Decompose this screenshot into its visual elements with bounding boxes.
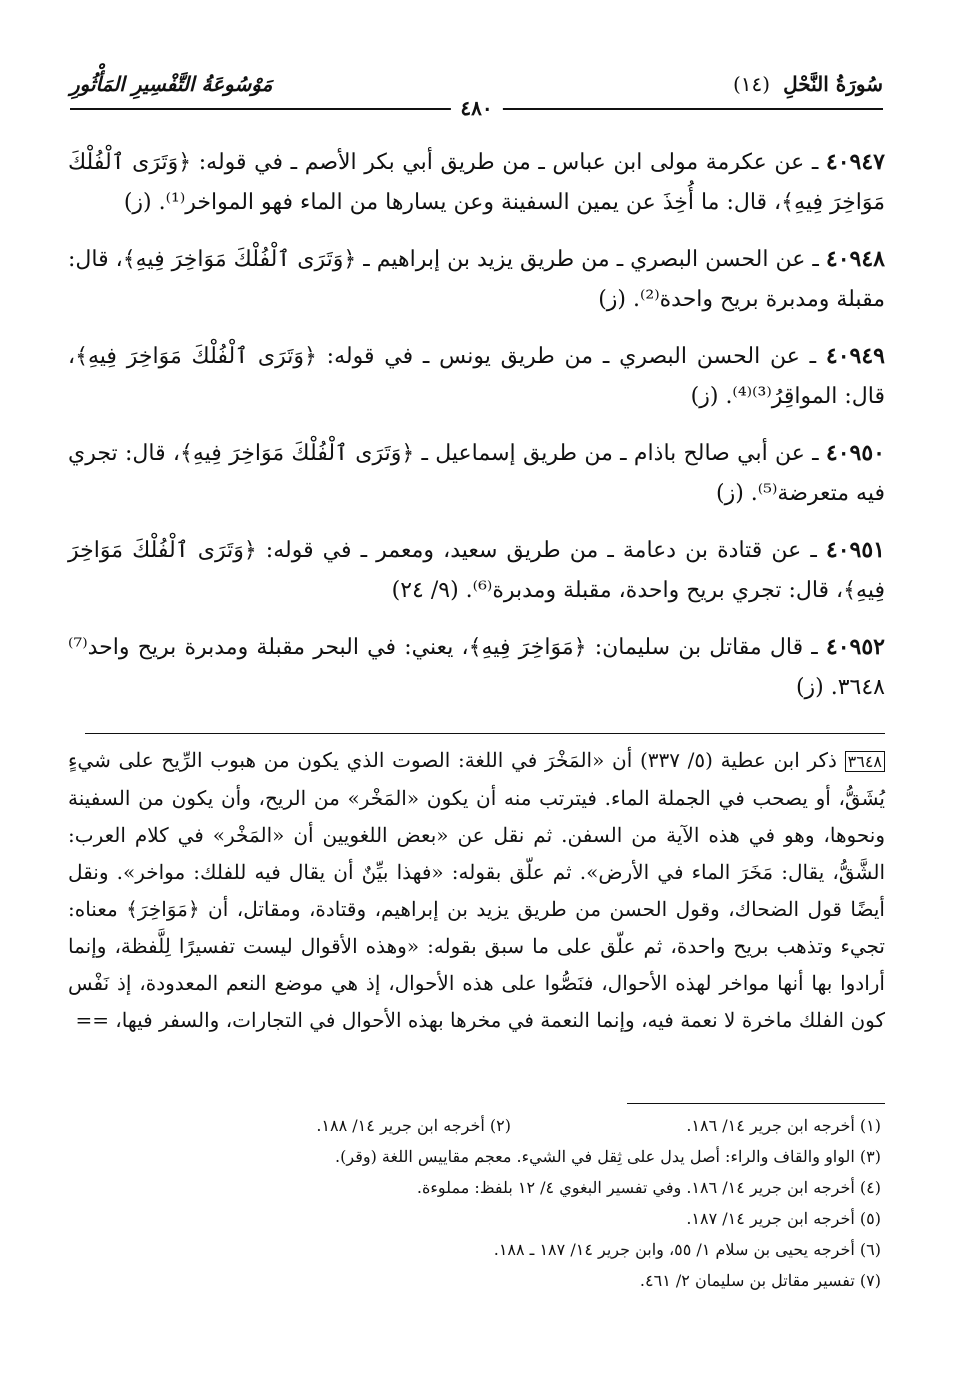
narration-number: ٤٠٩٤٩ [825,343,885,369]
narration-entry [68,433,885,514]
narration-text: ـ عن الحسن البصري ـ من طريق يزيد بن إبراهيم ـ ﴿وَتَرَى ٱلْفُلْكَ مَوَاخِرَ فِيهِ﴾، قال: مقبلة ومدبرة بريح واحدة⁽²⁾. (ز) [68,247,885,312]
page-number: ٤٨٠ [450,96,502,120]
narration-entry [68,239,885,320]
narration-number: ٤٠٩٥٢ [825,634,885,660]
narration-text: ـ قال مقاتل بن سليمان: ﴿مَوَاخِرَ فِيهِ﴾، يعني: في البحر مقبلة ومدبرة بريح واحد⁽⁷⁾ ٣٦٤٨. (ز) [68,635,885,700]
footnotes [68,1110,881,1296]
footnote: (٢) أخرجه ابن جرير ١٤/ ١٨٨. [316,1116,511,1135]
commentary-separator [85,733,885,734]
surah-number: (١٤) [732,72,771,96]
footnote: (٧) تفسير مقاتل بن سليمان ٢/ ٤٦١. [639,1271,881,1290]
narration-text: ـ عن قتادة بن دعامة ـ من طريق سعيد، ومعمر ـ في قوله: ﴿وَتَرَى ٱلْفُلْكَ مَوَاخِرَ فِيهِ﴾، قال: تجري بريح واحدة، مقبلة ومدبرة⁽⁶⁾. (٩/ ٢٤) [68,538,885,603]
footnote: (٤) أخرجه ابن جرير ١٤/ ١٨٦. وفي تفسير البغوي ٤/ ١٢ بلفظ: مملوءة. [416,1178,881,1197]
surah-name: سُورَةُ النَّحْلِ [783,72,883,96]
narration-text: ـ عن الحسن البصري ـ من طريق يونس ـ في قوله: ﴿وَتَرَى ٱلْفُلْكَ مَوَاخِرَ فِيهِ﴾، قال: المواقِرُ⁽³⁾⁽⁴⁾. (ز) [68,344,885,409]
page-header [70,68,883,124]
narration-number: ٤٠٩٥٠ [825,440,885,466]
footnote: (١) أخرجه ابن جرير ١٤/ ١٨٦. [686,1116,881,1135]
footnote: (٥) أخرجه ابن جرير ١٤/ ١٨٧. [686,1209,881,1228]
footnote-row [68,1110,881,1141]
footnote: (٦) أخرجه يحيى بن سلام ١/ ٥٥، وابن جرير ١٤/ ١٨٧ ـ ١٨٨. [493,1240,881,1259]
note-text: ذكر ابن عطية (٥/ ٣٣٧) أن «المَخْرَ في اللغة: الصوت الذي يكون من هبوب الرِّيح على شيءٍ يُشَقُّ، أو يصحب في الجملة الماء. فيترتب منه أن يكون «المَخْر» من الريح، وأن يكون من السفينة ونحوها، وهو في هذه الآية من السفن. ثم نقل عن «بعض اللغويين أن «المَخْر» في كلام العرب: الشَّقُّ، يقال: مَخَرَ الماء في الأرض». ثم علّق بقوله: «فهذا بيِّنٌ أن يقال فيه للفلك: مواخر». ونقل أيضًا قول الضحاك، وقول الحسن من طريق يزيد بن إبراهيم، وقتادة، ومقاتل، أن ﴿مَوَاخِرَ﴾ معناه: تجيء وتذهب بريح واحدة، ثم علّق على ما سبق بقوله: «وهذه الأقوال ليست تفسيرًا لِلَّفظة، وإنما أرادوا بها أنها مواخر لهذه الأحوال، فنَصُّوا على هذه الأحوال، إذ هي موضع النعم المعدودة، إذ نَفْس كون الفلك ماخرة لا نعمة فيه، وإنما النعمة في مخرها بهذه الأحوال في التجارات، والسفر فيها، == [68,748,885,1032]
footnote: (٣) الواو والقاف والراء: أصل يدل على ثِقل في الشيء. معجم مقاييس اللغة (وقر). [335,1147,881,1166]
narration-number: ٤٠٩٤٧ [825,149,885,175]
narration-number: ٤٠٩٤٨ [825,246,885,272]
book-title: مَوْسُوعَةُ التَّفْسِيرِ المَأْثُورِ [70,72,273,96]
commentary-note [68,742,885,1039]
note-tag: ٣٦٤٨ [845,751,885,772]
narrations [68,142,885,724]
narration-entry [68,627,885,708]
surah-title [733,72,883,96]
narration-entry [68,142,885,223]
narration-text: ـ عن أبي صالح باذام ـ من طريق إسماعيل ـ ﴿وَتَرَى ٱلْفُلْكَ مَوَاخِرَ فِيهِ﴾، قال: تجري فيه متعرضة⁽⁵⁾. (ز) [68,441,885,506]
narration-entry [68,336,885,417]
narration-number: ٤٠٩٥١ [825,537,885,563]
narration-text: ـ عن عكرمة مولى ابن عباس ـ من طريق أبي بكر الأصم ـ في قوله: ﴿وَتَرَى ٱلْفُلْكَ مَوَاخِرَ فِيهِ﴾، قال: ما أُخِذَ عن يمين السفينة وعن يسارها من الماء فهو المواخر⁽¹⁾. (ز) [68,150,885,215]
narration-entry [68,530,885,611]
footnote-separator [627,1103,885,1104]
